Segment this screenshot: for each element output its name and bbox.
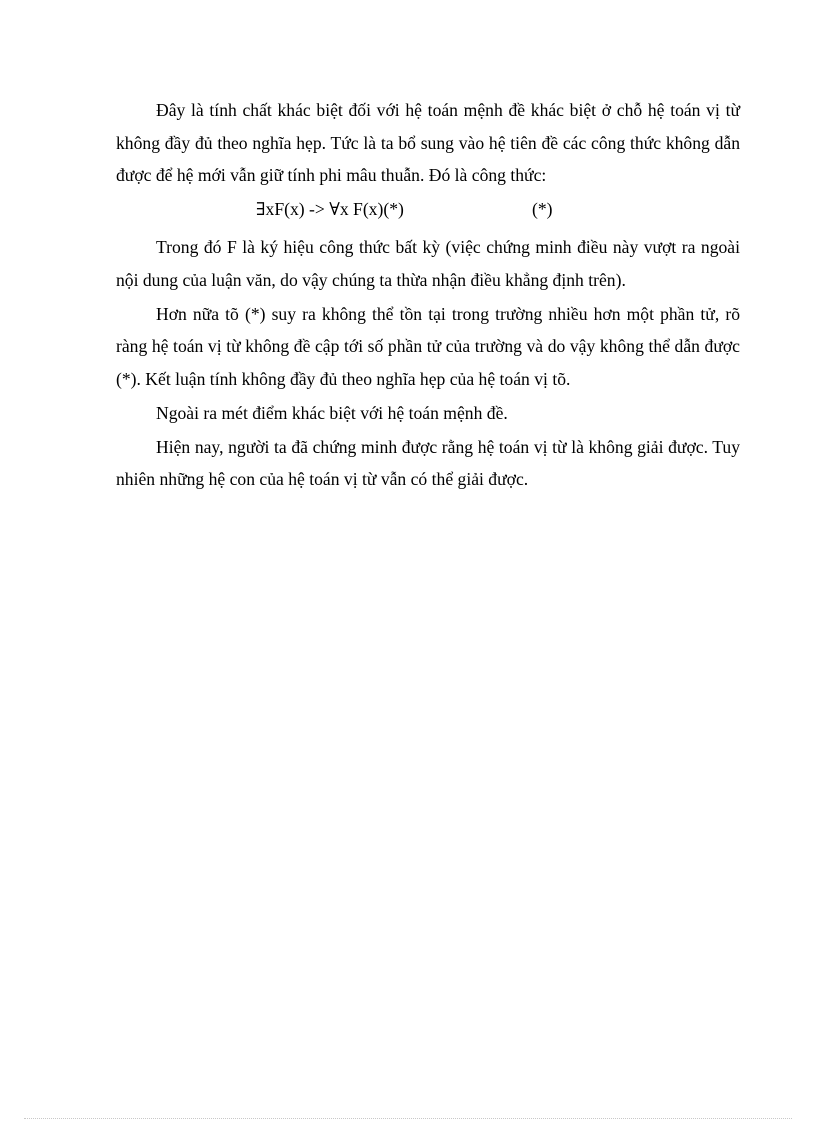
paragraph-difference: Ngoài ra mét điểm khác biệt với hệ toán mệnh đề. xyxy=(156,402,508,423)
formula-expression: ∃xF(x) -> ∀x F(x)(*) xyxy=(256,199,404,219)
paragraph-decidability: Hiện nay, người ta đã chứng minh được rằng hệ toán vị từ là không giải được. Tuy nhiên những hệ con của hệ toán vị từ vẫn có thể giải được. xyxy=(116,436,740,489)
paragraph-definition: Trong đó F là ký hiệu công thức bất kỳ (việc chứng minh điều này vượt ra ngoài nội dung của luận văn, do vậy chúng ta thừa nhận điều khẳng định trên). xyxy=(116,237,740,290)
formula-line xyxy=(116,193,740,231)
page-bottom-rule xyxy=(24,1118,792,1119)
paragraph-intro: Đây là tính chất khác biệt đối với hệ toán mệnh đề khác biệt ở chỗ hệ toán vị từ không đầy đủ theo nghĩa hẹp. Tức là ta bổ sung vào hệ tiên đề các công thức không dẫn được để hệ mới vẫn giữ tính phi mâu thuẫn. Đó là công thức: xyxy=(116,100,740,185)
document-body xyxy=(116,94,740,497)
paragraph-consequence: Hơn nữa tõ (*) suy ra không thể tồn tại trong trường nhiều hơn một phần tử, rõ ràng hệ toán vị từ không đề cập tới số phần tử của trường và do vậy không thể dẫn được (*). Kết luận tính không đầy đủ theo nghĩa hẹp của hệ toán vị tõ. xyxy=(116,303,740,389)
formula-tag: (*) xyxy=(532,199,553,219)
